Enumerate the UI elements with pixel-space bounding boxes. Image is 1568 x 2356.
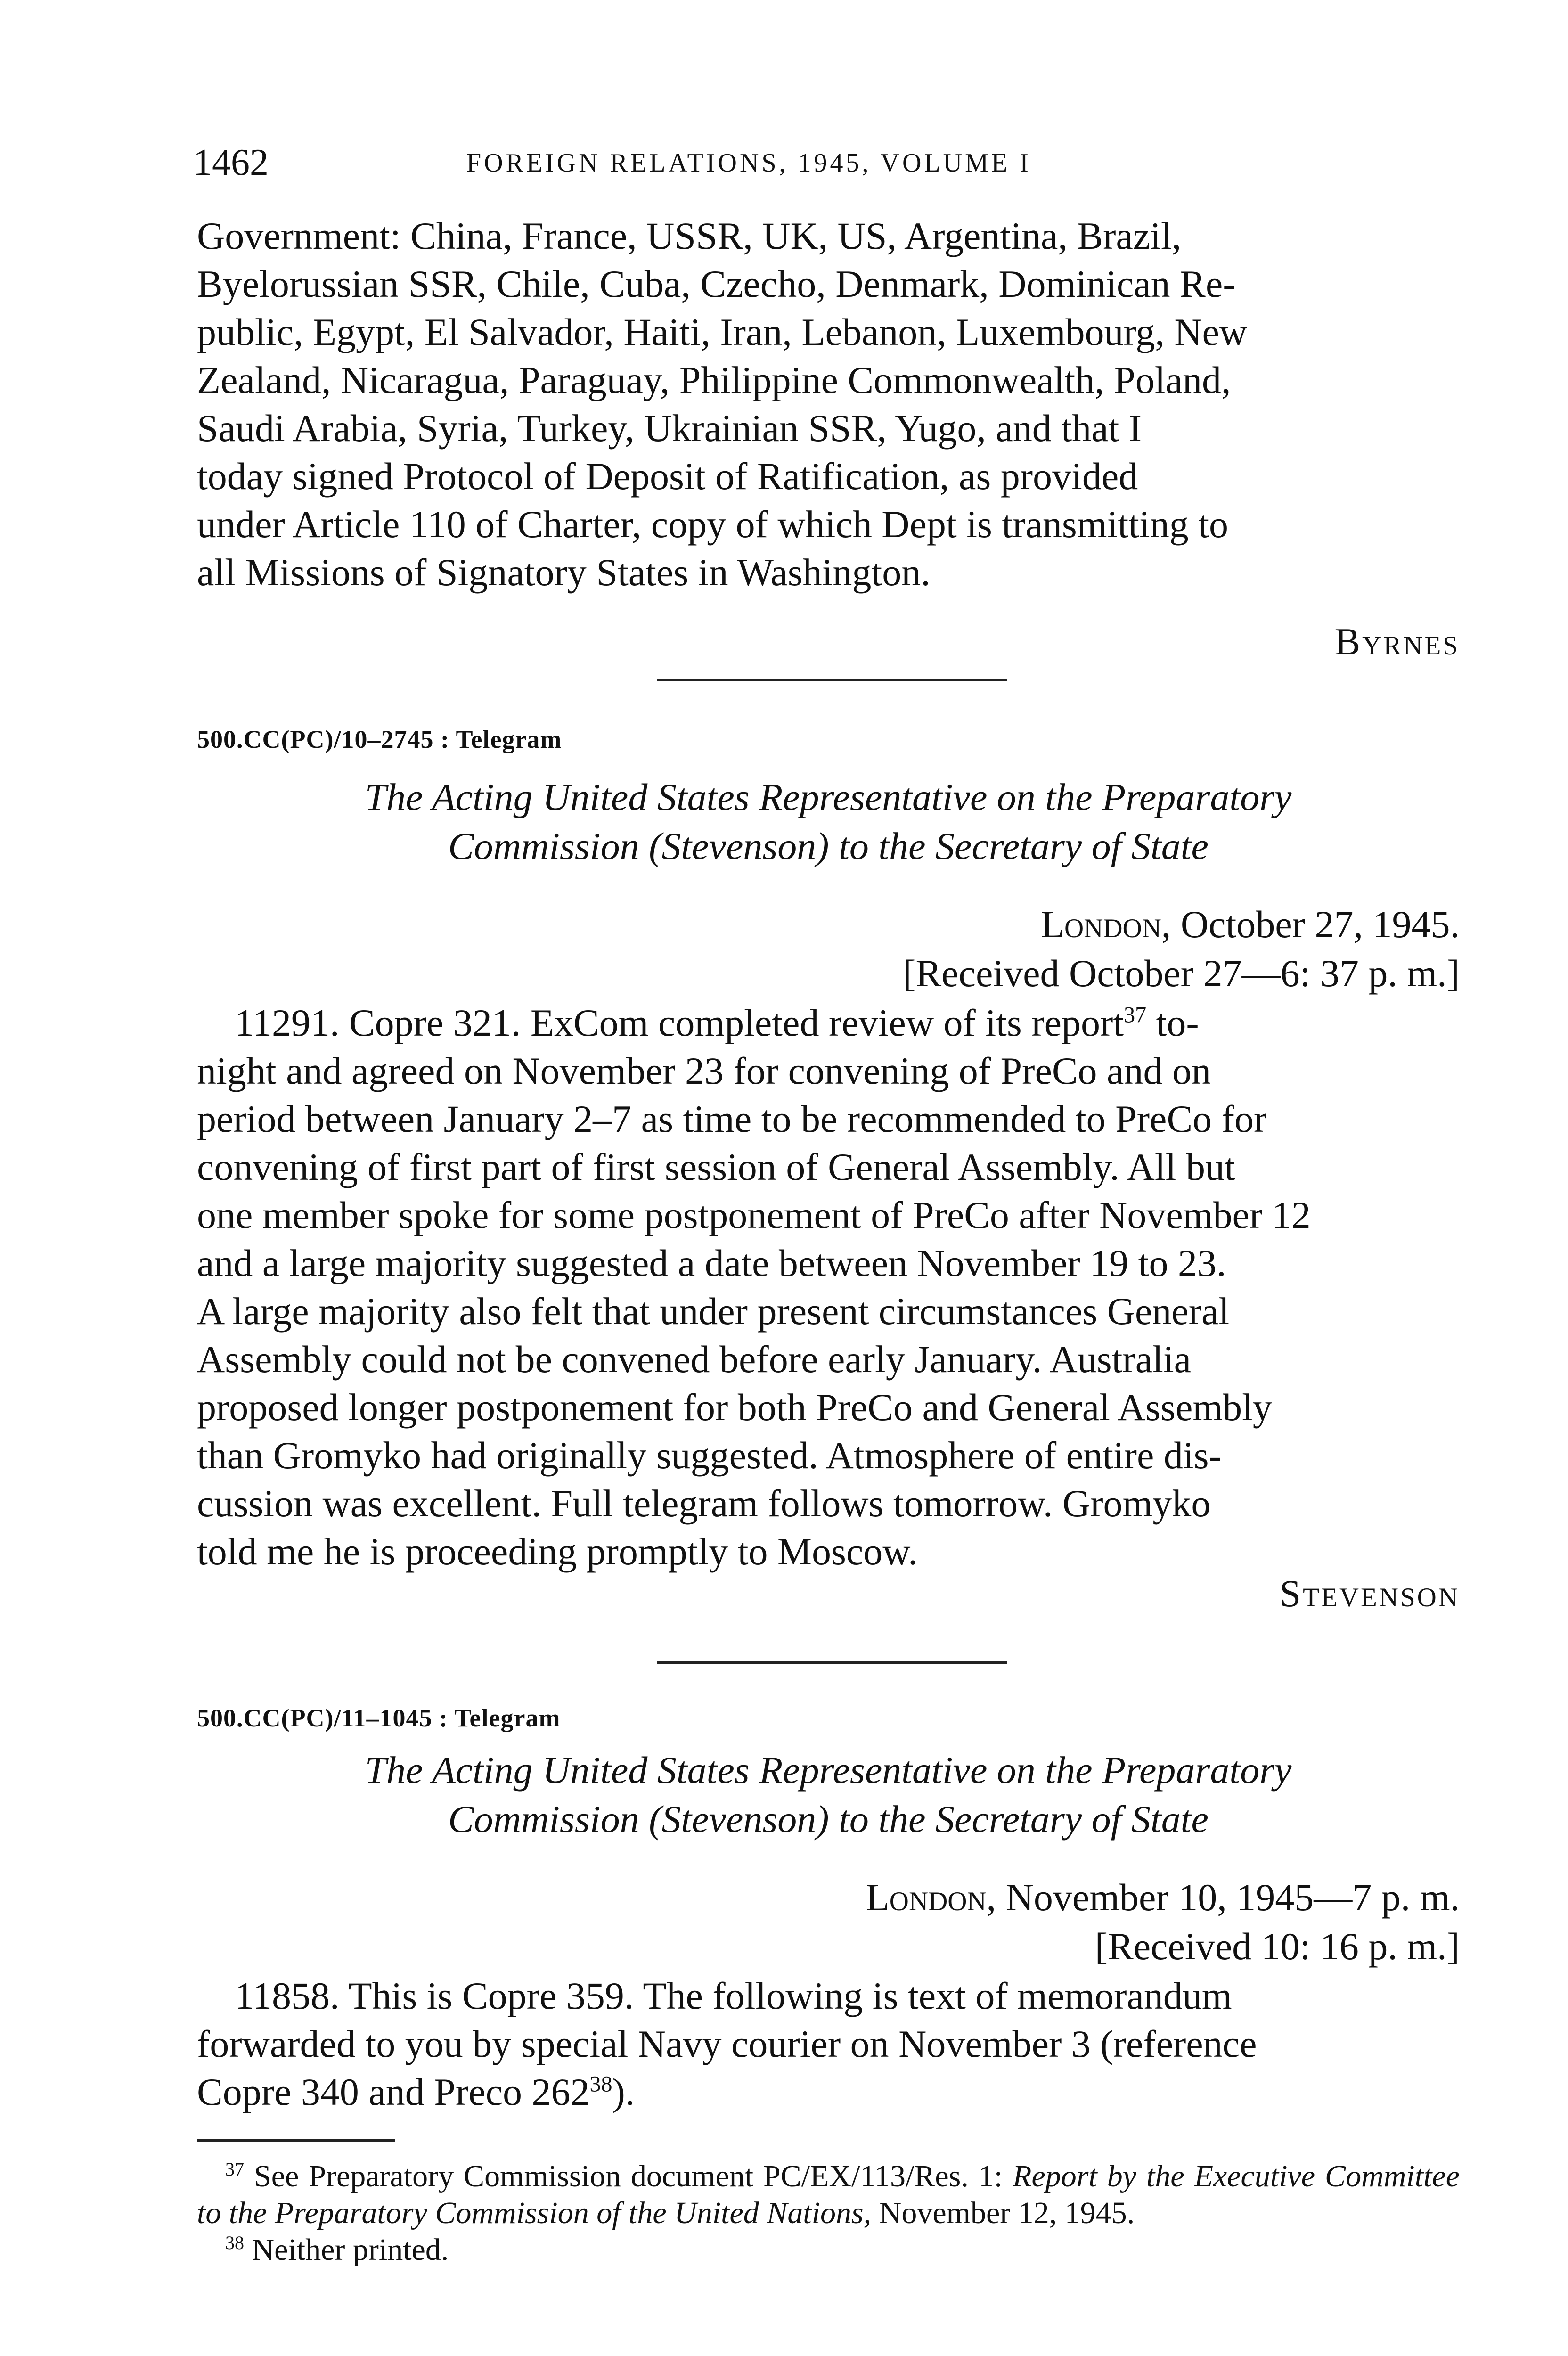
title-line: The Acting United States Representative on the Preparatory bbox=[365, 1749, 1292, 1792]
text-line bbox=[197, 999, 1460, 1047]
text-line: than Gromyko had originally suggested. Atmosphere of entire dis- bbox=[197, 1434, 1222, 1477]
section-divider bbox=[657, 679, 1007, 681]
text-line: A large majority also felt that under present circumstances General bbox=[197, 1290, 1230, 1333]
footnote-text: November 12, 1945. bbox=[871, 2196, 1135, 2230]
text-line: proposed longer postponement for both PreCo and General Assembly bbox=[197, 1386, 1272, 1429]
title-line: Commission (Stevenson) to the Secretary of State bbox=[448, 825, 1209, 867]
footnote-reference: 37 bbox=[1124, 1002, 1147, 1028]
text-line: Government: China, France, USSR, UK, US, Argentina, Brazil, bbox=[197, 214, 1182, 257]
title-line: The Acting United States Representative on the Preparatory bbox=[365, 776, 1292, 818]
footnotes bbox=[197, 2158, 1460, 2268]
text-line bbox=[197, 1972, 1460, 2020]
footnote-title: Report by the Executive Committee to the Preparatory Commission of the United Nations, bbox=[197, 2159, 1460, 2230]
text-fragment: 11858. This is Copre 359. The following is text of memorandum bbox=[235, 1974, 1232, 2017]
text-line: under Article 110 of Charter, copy of which Dept is transmitting to bbox=[197, 503, 1228, 546]
dateline bbox=[903, 900, 1460, 998]
continued-paragraph bbox=[197, 212, 1460, 597]
footnote-divider bbox=[197, 2139, 395, 2142]
file-reference: 500.CC(PC)/10–2745 : Telegram bbox=[197, 725, 562, 753]
text-line: convening of first part of first session of General Assembly. All but bbox=[197, 1145, 1235, 1188]
text-line: today signed Protocol of Deposit of Ratification, as provided bbox=[197, 455, 1138, 498]
signature-byrnes: Byrnes bbox=[1334, 620, 1460, 663]
dateline-date: , October 27, 1945. bbox=[1161, 903, 1460, 946]
footnote-reference: 38 bbox=[589, 2071, 612, 2097]
text-line: cussion was excellent. Full telegram follows tomorrow. Gromyko bbox=[197, 1482, 1211, 1525]
text-line: night and agreed on November 23 for convening of PreCo and on bbox=[197, 1049, 1211, 1092]
footnote bbox=[197, 2232, 1460, 2268]
text-line: Zealand, Nicaragua, Paraguay, Philippine Commonwealth, Poland, bbox=[197, 359, 1231, 401]
text-line: told me he is proceeding promptly to Moscow. bbox=[197, 1530, 918, 1573]
dateline-place: London bbox=[866, 1876, 987, 1919]
text-line: Saudi Arabia, Syria, Turkey, Ukrainian SSR, Yugo, and that I bbox=[197, 407, 1142, 450]
signature-stevenson: Stevenson bbox=[1279, 1572, 1460, 1615]
running-title: FOREIGN RELATIONS, 1945, VOLUME I bbox=[466, 148, 1031, 178]
dateline-date: , November 10, 1945—7 p. m. bbox=[986, 1876, 1460, 1919]
text-line bbox=[197, 2068, 1460, 2116]
text-line: forwarded to you by special Navy courier on November 3 (reference bbox=[197, 2022, 1257, 2065]
text-fragment: 11291. Copre 321. ExCom completed review of its report bbox=[235, 1001, 1124, 1044]
text-fragment: Copre 340 and Preco 262 bbox=[197, 2070, 590, 2113]
dateline bbox=[866, 1873, 1460, 1971]
text-line: Byelorussian SSR, Chile, Cuba, Czecho, Denmark, Dominican Re- bbox=[197, 262, 1236, 305]
section-divider bbox=[657, 1661, 1007, 1664]
page-number: 1462 bbox=[193, 142, 269, 183]
dateline-place: London bbox=[1040, 903, 1161, 946]
footnote-marker: 38 bbox=[225, 2232, 244, 2253]
document-title bbox=[197, 773, 1460, 871]
text-fragment: to- bbox=[1146, 1001, 1199, 1044]
text-line: and a large majority suggested a date between November 19 to 23. bbox=[197, 1242, 1226, 1284]
telegram-body bbox=[197, 999, 1460, 1576]
telegram-body bbox=[197, 1972, 1460, 2116]
document-title bbox=[197, 1746, 1460, 1844]
footnote-marker: 37 bbox=[225, 2159, 244, 2180]
title-line: Commission (Stevenson) to the Secretary of State bbox=[448, 1798, 1209, 1841]
text-line: public, Egypt, El Salvador, Haiti, Iran, Lebanon, Luxembourg, New bbox=[197, 311, 1248, 353]
footnote-text: See Preparatory Commission document PC/EX/113/Res. 1: bbox=[253, 2159, 1013, 2193]
text-line: Assembly could not be convened before early January. Australia bbox=[197, 1338, 1192, 1381]
received-time: [Received October 27—6: 37 p. m.] bbox=[903, 952, 1460, 995]
text-line: period between January 2–7 as time to be recommended to PreCo for bbox=[197, 1097, 1267, 1140]
text-fragment: ). bbox=[612, 2070, 635, 2113]
footnote bbox=[197, 2158, 1460, 2232]
text-line: one member spoke for some postponement of PreCo after November 12 bbox=[197, 1194, 1311, 1236]
file-reference: 500.CC(PC)/11–1045 : Telegram bbox=[197, 1704, 561, 1732]
running-head bbox=[193, 141, 1456, 198]
text-line: all Missions of Signatory States in Washington. bbox=[197, 551, 931, 594]
received-time: [Received 10: 16 p. m.] bbox=[1094, 1925, 1460, 1968]
footnote-text: Neither printed. bbox=[252, 2233, 449, 2267]
